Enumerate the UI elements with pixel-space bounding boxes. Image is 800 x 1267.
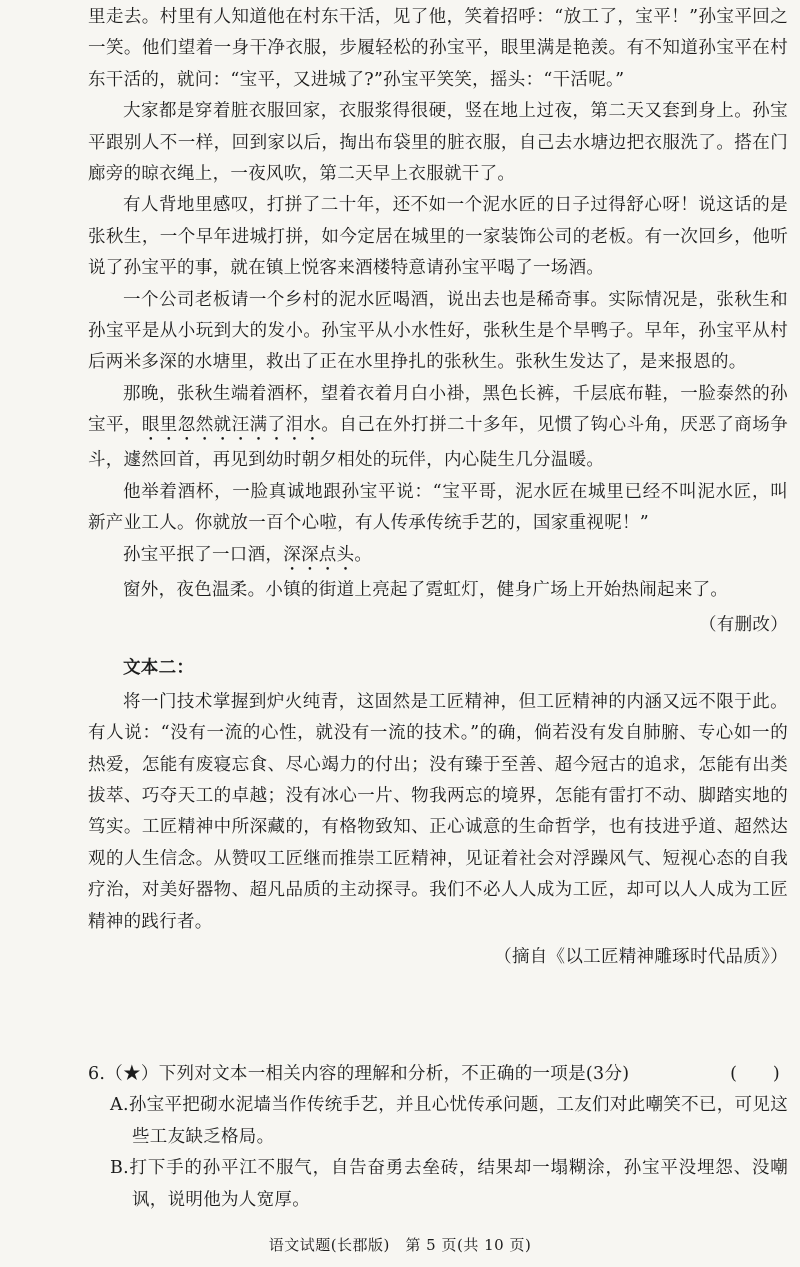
text2-heading: 文本二： (123, 658, 195, 679)
story-paragraph (88, 379, 788, 477)
text-run: 那晚，张秋生端着酒杯，望着衣着月白小褂，黑色长裤，千层底布鞋，一脸泰然的孙宝平， (88, 383, 788, 436)
text-run: 。自己在外打拼二十多年，见惯了钩心斗角，厌恶了商场争斗，遽然回首，再见到幼时朝夕相处的玩伴，内心陡生几分温暖。 (88, 415, 788, 471)
text2-source: （摘自《以工匠精神雕琢时代品质》） (494, 946, 788, 967)
story-paragraph: 里走去。村里有人知道他在村东干活，见了他，笑着招呼：“放工了，宝平！”孙宝平回之一笑。他们望着一身干净衣服，步履轻松的孙宝平，眼里满是艳羡。有不知道孙宝平在村东干活的，就问：“宝平，又进城了?”孙宝平笑笑，摇头：“干活呢。” (88, 7, 788, 90)
option-a: A.孙宝平把砌水泥墙当作传统手艺，并且心忧传承问题，工友们对此嘲笑不已，可见这些工友缺乏格局。 (110, 1095, 788, 1147)
question-stem-text: 6.（★）下列对文本一相关内容的理解和分析，不正确的一项是(3分) (88, 1064, 630, 1084)
answer-blank: ( ) (730, 1064, 780, 1084)
emphasized-phrase: 眼里忽然就汪满了泪水 (141, 415, 322, 436)
story-paragraph (88, 540, 788, 575)
story-paragraph: 有人背地里感叹，打拼了二十年，还不如一个泥水匠的日子过得舒心呀！说这话的是张秋生，一个早年进城打拼，如今定居在城里的一家装饰公司的老板。有一次回乡，他听说了孙宝平的事，就在镇上悦客来酒楼特意请孙宝平喝了一场酒。 (88, 195, 788, 279)
story-paragraph: 大家都是穿着脏衣服回家，衣服浆得很硬，竖在地上过夜，第二天又套到身上。孙宝平跟别人不一样，回到家以后，掏出布袋里的脏衣服，自己去水塘边把衣服洗了。搭在门廊旁的晾衣绳上，一夜风吹，第二天早上衣服就干了。 (88, 101, 788, 185)
story-paragraph: 窗外，夜色温柔。小镇的街道上亮起了霓虹灯，健身广场上开始热闹起来了。 (123, 579, 729, 600)
question-6 (88, 1059, 788, 1216)
question-stem (88, 1059, 788, 1090)
text-run: 孙宝平抿了一口酒， (123, 544, 284, 565)
text2-paragraph: 将一门技术掌握到炉火纯青，这固然是工匠精神，但工匠精神的内涵又远不限于此。有人说：“没有一流的心性，就没有一流的技术。”的确，倘若没有发自肺腑、专心如一的热爱，怎能有废寝忘食、尽心竭力的付出；没有臻于至善、超今冠古的追求，怎能有出类拔萃、巧夺天工的卓越；没有冰心一片、物我两忘的境界，怎能有雷打不动、脚踏实地的笃实。工匠精神中所深藏的，有格物致知、正心诚意的生命哲学，也有技进乎道、超然达观的人生信念。从赞叹工匠继而推崇工匠精神，见证着社会对浮躁风气、短视心态的自我疗治，对美好器物、超凡品质的主动探寻。我们不必人人成为工匠，却可以人人成为工匠精神的践行者。 (88, 691, 788, 932)
story-source-note: （有删改） (699, 614, 788, 635)
story-paragraph: 一个公司老板请一个乡村的泥水匠喝酒，说出去也是稀奇事。实际情况是，张秋生和孙宝平是从小玩到大的发小。孙宝平从小水性好，张秋生是个旱鸭子。早年，孙宝平从村后两米多深的水塘里，救出了正在水里挣扎的张秋生。张秋生发达了，是来报恩的。 (88, 289, 788, 373)
text-run: 。 (354, 544, 373, 565)
page-footer: 语文试题(长郡版) 第 5 页(共 10 页) (268, 1236, 532, 1254)
reading-text (88, 2, 788, 973)
emphasized-phrase: 深深点头 (283, 544, 355, 565)
story-paragraph: 他举着酒杯，一脸真诚地跟孙宝平说：“宝平哥，泥水匠在城里已经不叫泥水匠，叫新产业工人。你就放一百个心啦，有人传承传统手艺的，国家重视呢！” (88, 481, 788, 534)
option-b: B.打下手的孙平江不服气，自告奋勇去垒砖，结果却一塌糊涂，孙宝平没埋怨、没嘲讽，说明他为人宽厚。 (110, 1158, 788, 1210)
